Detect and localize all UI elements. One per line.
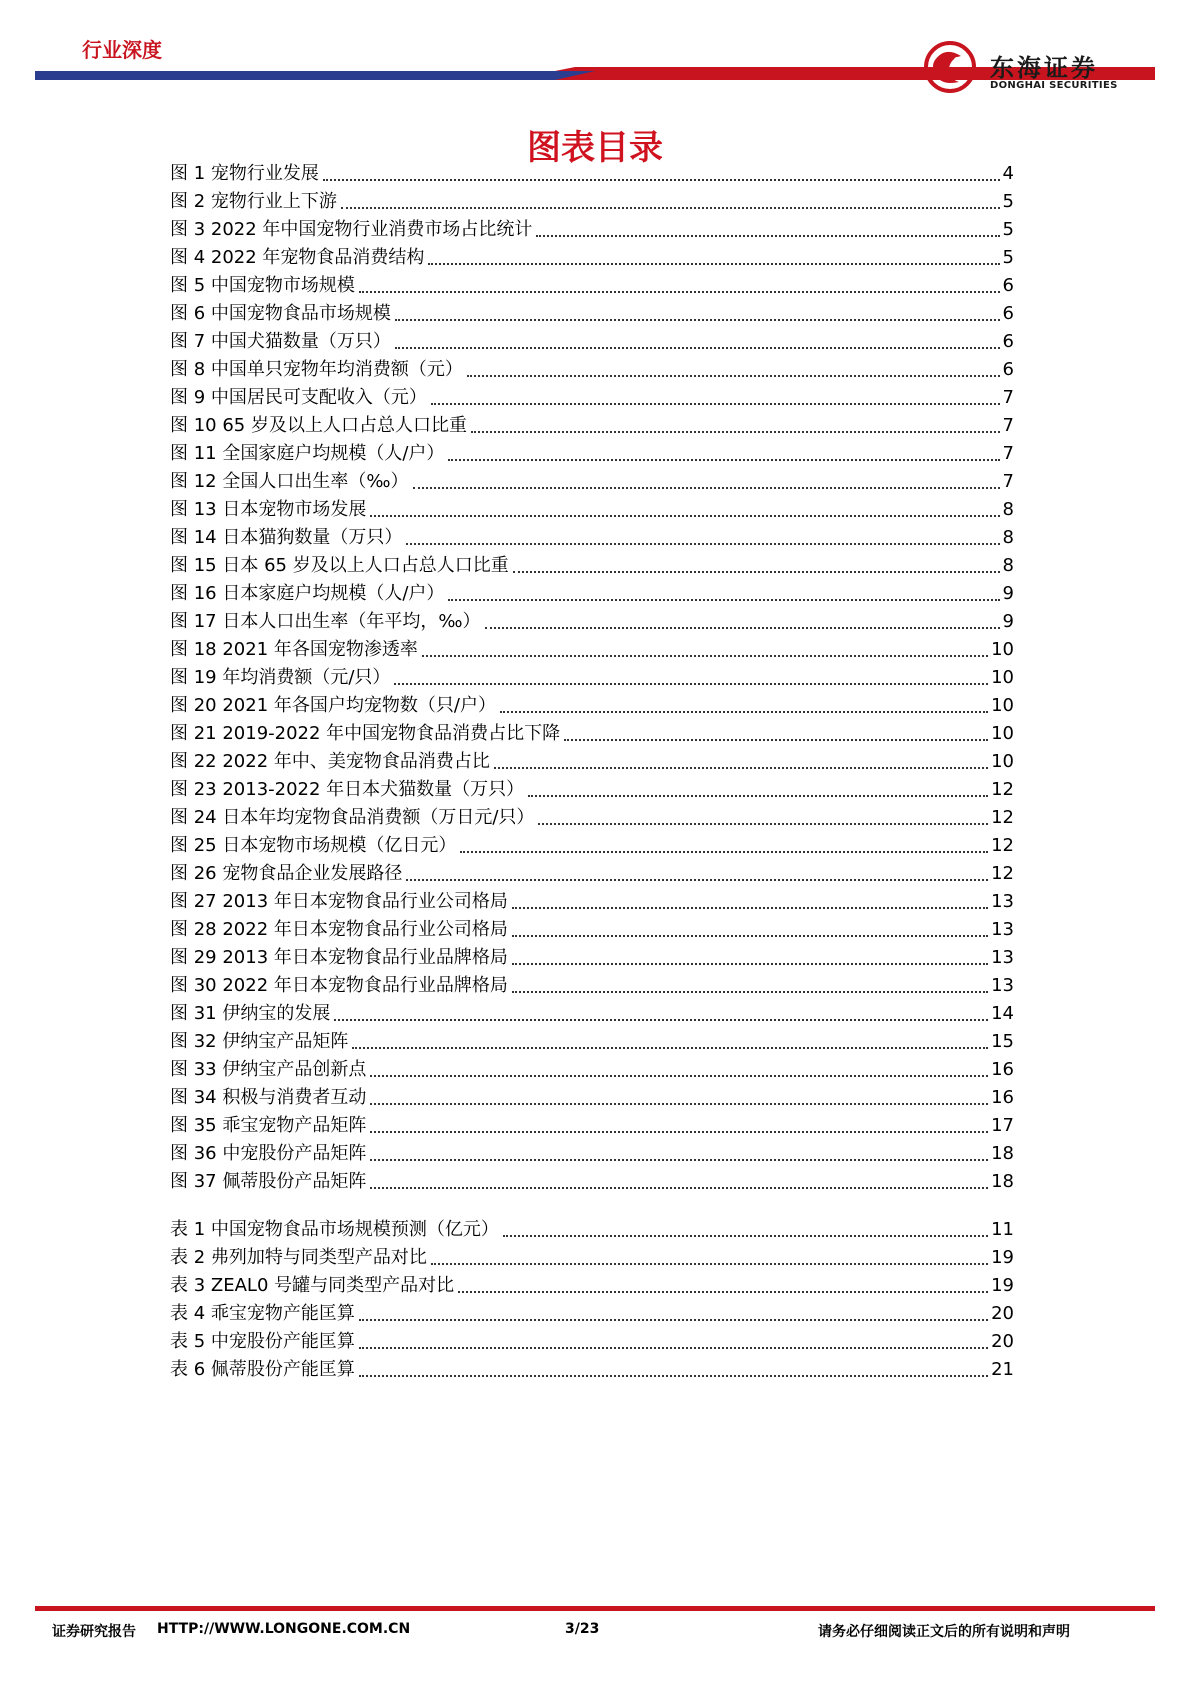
figure-toc-entry[interactable] xyxy=(170,857,1014,885)
toc-entry-page: 8 xyxy=(1002,555,1014,576)
toc-entry-page: 18 xyxy=(991,1171,1014,1192)
toc-leader-dots xyxy=(370,1074,988,1077)
figure-toc-entry[interactable] xyxy=(170,577,1014,605)
table-toc-entry[interactable] xyxy=(170,1353,1014,1381)
brand-name-cn: 东海证券 xyxy=(990,54,1098,82)
figure-toc-entry[interactable] xyxy=(170,1053,1014,1081)
toc-entry-label: 图 22 2022 年中、美宠物食品消费占比 xyxy=(170,751,490,772)
figure-toc-entry[interactable] xyxy=(170,325,1014,353)
toc-entry-page: 7 xyxy=(1002,471,1014,492)
toc-entry-label: 图 7 中国犬猫数量（万只） xyxy=(170,331,391,352)
figure-toc-entry[interactable] xyxy=(170,1137,1014,1165)
toc-entry-page: 11 xyxy=(991,1219,1014,1240)
toc-leader-dots xyxy=(413,486,1000,489)
page-title: 图表目录 xyxy=(527,128,663,168)
toc-leader-dots xyxy=(536,234,999,237)
figure-toc-entry[interactable] xyxy=(170,353,1014,381)
toc-leader-dots xyxy=(359,1318,988,1321)
figure-toc-entry[interactable] xyxy=(170,157,1014,185)
toc-leader-dots xyxy=(471,430,1000,433)
toc-leader-dots xyxy=(538,822,988,825)
toc-entry-label: 图 23 2013-2022 年日本犬猫数量（万只） xyxy=(170,779,525,800)
toc-entry-label: 表 2 弗列加特与同类型产品对比 xyxy=(170,1247,427,1268)
toc-leader-dots xyxy=(460,850,988,853)
toc-leader-dots xyxy=(500,710,988,713)
footer-divider xyxy=(35,1606,1155,1611)
toc-entry-page: 6 xyxy=(1002,303,1014,324)
figure-toc-entry[interactable] xyxy=(170,269,1014,297)
toc-entry-label: 图 24 日本年均宠物食品消费额（万日元/只） xyxy=(170,807,535,828)
figure-toc-entry[interactable] xyxy=(170,661,1014,689)
figure-toc-entry[interactable] xyxy=(170,633,1014,661)
figure-toc-entry[interactable] xyxy=(170,829,1014,857)
figure-toc-entry[interactable] xyxy=(170,745,1014,773)
toc-entry-page: 12 xyxy=(991,863,1014,884)
toc-entry-page: 13 xyxy=(991,919,1014,940)
toc-leader-dots xyxy=(394,682,988,685)
toc-entry-page: 15 xyxy=(991,1031,1014,1052)
donghai-logo-icon xyxy=(915,38,985,96)
toc-entry-label: 图 3 2022 年中国宠物行业消费市场占比统计 xyxy=(170,219,533,240)
section-tag: 行业深度 xyxy=(82,38,162,62)
toc-entry-label: 图 5 中国宠物市场规模 xyxy=(170,275,355,296)
toc-leader-dots xyxy=(395,346,1000,349)
toc-entry-label: 表 5 中宠股份产能匡算 xyxy=(170,1331,355,1352)
toc-entry-label: 表 6 佩蒂股份产能匡算 xyxy=(170,1359,355,1380)
toc-leader-dots xyxy=(428,262,999,265)
toc-entry-label: 图 30 2022 年日本宠物食品行业品牌格局 xyxy=(170,975,508,996)
toc-entry-label: 图 25 日本宠物市场规模（亿日元） xyxy=(170,835,457,856)
figure-toc-entry[interactable] xyxy=(170,1081,1014,1109)
toc-entry-label: 图 35 乖宝宠物产品矩阵 xyxy=(170,1115,367,1136)
figure-toc-entry[interactable] xyxy=(170,297,1014,325)
figure-toc-entry[interactable] xyxy=(170,885,1014,913)
figure-toc-entry[interactable] xyxy=(170,605,1014,633)
toc-entry-label: 图 21 2019-2022 年中国宠物食品消费占比下降 xyxy=(170,723,561,744)
toc-entry-page: 13 xyxy=(991,947,1014,968)
toc-entry-page: 12 xyxy=(991,779,1014,800)
toc-entry-label: 图 2 宠物行业上下游 xyxy=(170,191,337,212)
toc-leader-dots xyxy=(528,794,988,797)
toc-entry-page: 6 xyxy=(1002,331,1014,352)
toc-entry-label: 图 33 伊纳宝产品创新点 xyxy=(170,1059,367,1080)
toc-leader-dots xyxy=(370,1186,988,1189)
toc-entry-label: 图 1 宠物行业发展 xyxy=(170,163,319,184)
toc-entry-label: 图 32 伊纳宝产品矩阵 xyxy=(170,1031,349,1052)
figure-toc-entry[interactable] xyxy=(170,969,1014,997)
toc-entry-label: 图 18 2021 年各国宠物渗透率 xyxy=(170,639,418,660)
footer-report-type: 证券研究报告 xyxy=(52,1624,136,1640)
toc-entry-page: 10 xyxy=(991,751,1014,772)
toc-entry-label: 图 12 全国人口出生率（‰） xyxy=(170,471,409,492)
toc-leader-dots xyxy=(494,766,988,769)
toc-entry-label: 图 29 2013 年日本宠物食品行业品牌格局 xyxy=(170,947,508,968)
toc-entry-page: 7 xyxy=(1002,415,1014,436)
toc-leader-dots xyxy=(359,290,1000,293)
toc-leader-dots xyxy=(512,934,988,937)
toc-entry-page: 13 xyxy=(991,891,1014,912)
toc-leader-dots xyxy=(341,206,1000,209)
toc-entry-page: 5 xyxy=(1002,191,1014,212)
toc-entry-page: 20 xyxy=(991,1303,1014,1324)
toc-entry-page: 10 xyxy=(991,695,1014,716)
toc-entry-page: 9 xyxy=(1002,611,1014,632)
toc-entry-page: 10 xyxy=(991,667,1014,688)
toc-entry-label: 图 4 2022 年宠物食品消费结构 xyxy=(170,247,425,268)
toc-leader-dots xyxy=(564,738,988,741)
figure-toc-entry[interactable] xyxy=(170,689,1014,717)
toc-leader-dots xyxy=(458,1290,988,1293)
figure-toc-entry[interactable] xyxy=(170,997,1014,1025)
figure-toc-entry[interactable] xyxy=(170,381,1014,409)
toc-entry-page: 21 xyxy=(991,1359,1014,1380)
toc-entry-page: 12 xyxy=(991,835,1014,856)
toc-entry-page: 16 xyxy=(991,1059,1014,1080)
toc-entry-page: 8 xyxy=(1002,527,1014,548)
toc-leader-dots xyxy=(448,458,999,461)
figure-toc-entry[interactable] xyxy=(170,213,1014,241)
footer-page-number: 3/23 xyxy=(565,1621,600,1637)
figure-toc-entry[interactable] xyxy=(170,773,1014,801)
figure-toc-entry[interactable] xyxy=(170,437,1014,465)
toc-leader-dots xyxy=(334,1018,988,1021)
figure-toc-entry[interactable] xyxy=(170,801,1014,829)
toc-entry-label: 图 36 中宠股份产品矩阵 xyxy=(170,1143,367,1164)
toc-entry-label: 表 1 中国宠物食品市场规模预测（亿元） xyxy=(170,1219,499,1240)
toc-entry-label: 图 19 年均消费额（元/只） xyxy=(170,667,391,688)
toc-entry-label: 图 14 日本猫狗数量（万只） xyxy=(170,527,403,548)
toc-leader-dots xyxy=(370,514,999,517)
toc-entry-page: 8 xyxy=(1002,499,1014,520)
toc-leader-dots xyxy=(513,570,1000,573)
toc-entry-page: 18 xyxy=(991,1143,1014,1164)
table-toc-entry[interactable] xyxy=(170,1241,1014,1269)
header-divider-bar xyxy=(35,67,1155,80)
figure-toc-entry[interactable] xyxy=(170,1109,1014,1137)
toc-entry-label: 图 11 全国家庭户均规模（人/户） xyxy=(170,443,445,464)
toc-entry-page: 7 xyxy=(1002,443,1014,464)
toc-leader-dots xyxy=(431,1262,988,1265)
toc-leader-dots xyxy=(370,1102,988,1105)
toc-entry-label: 图 34 积极与消费者互动 xyxy=(170,1087,367,1108)
table-toc-entry[interactable] xyxy=(170,1213,1014,1241)
toc-entry-page: 6 xyxy=(1002,359,1014,380)
toc-entry-label: 图 31 伊纳宝的发展 xyxy=(170,1003,331,1024)
toc-entry-label: 表 4 乖宝宠物产能匡算 xyxy=(170,1303,355,1324)
figure-toc-entry[interactable] xyxy=(170,941,1014,969)
figure-toc-entry[interactable] xyxy=(170,185,1014,213)
figure-toc-entry[interactable] xyxy=(170,409,1014,437)
toc-leader-dots xyxy=(406,542,999,545)
footer-website-link[interactable]: HTTP://WWW.LONGONE.COM.CN xyxy=(157,1621,411,1637)
figure-toc-entry[interactable] xyxy=(170,521,1014,549)
toc-entry-label: 图 15 日本 65 岁及以上人口占总人口比重 xyxy=(170,555,509,576)
figure-toc-entry[interactable] xyxy=(170,1025,1014,1053)
toc-leader-dots xyxy=(359,1346,988,1349)
toc-entry-page: 16 xyxy=(991,1087,1014,1108)
toc-entry-label: 图 6 中国宠物食品市场规模 xyxy=(170,303,391,324)
figure-toc-entry[interactable] xyxy=(170,465,1014,493)
toc-entry-label: 图 13 日本宠物市场发展 xyxy=(170,499,367,520)
toc-leader-dots xyxy=(352,1046,988,1049)
figure-toc-entry[interactable] xyxy=(170,1165,1014,1193)
toc-entry-label: 图 17 日本人口出生率（年平均，‰） xyxy=(170,611,481,632)
brand-name-en: DONGHAI SECURITIES xyxy=(990,80,1118,91)
toc-entry-label: 图 9 中国居民可支配收入（元） xyxy=(170,387,427,408)
toc-entry-page: 10 xyxy=(991,639,1014,660)
toc-leader-dots xyxy=(370,1130,988,1133)
toc-entry-page: 5 xyxy=(1002,247,1014,268)
toc-entry-page: 6 xyxy=(1002,275,1014,296)
toc-entry-page: 20 xyxy=(991,1331,1014,1352)
toc-entry-page: 17 xyxy=(991,1115,1014,1136)
figure-toc-entry[interactable] xyxy=(170,717,1014,745)
toc-leader-dots xyxy=(485,626,1000,629)
toc-leader-dots xyxy=(512,990,988,993)
toc-entry-page: 10 xyxy=(991,723,1014,744)
table-toc-entry[interactable] xyxy=(170,1297,1014,1325)
toc-leader-dots xyxy=(503,1234,988,1237)
toc-entry-label: 图 26 宠物食品企业发展路径 xyxy=(170,863,403,884)
toc-leader-dots xyxy=(370,1158,988,1161)
figure-toc-entry[interactable] xyxy=(170,241,1014,269)
toc-entry-page: 14 xyxy=(991,1003,1014,1024)
toc-entry-label: 图 10 65 岁及以上人口占总人口比重 xyxy=(170,415,467,436)
figure-toc-entry[interactable] xyxy=(170,549,1014,577)
toc-entry-label: 图 8 中国单只宠物年均消费额（元） xyxy=(170,359,463,380)
toc-entry-label: 图 28 2022 年日本宠物食品行业公司格局 xyxy=(170,919,508,940)
table-toc-entry[interactable] xyxy=(170,1269,1014,1297)
toc-entry-label: 表 3 ZEAL0 号罐与同类型产品对比 xyxy=(170,1275,455,1296)
toc-entry-label: 图 16 日本家庭户均规模（人/户） xyxy=(170,583,445,604)
toc-entry-page: 7 xyxy=(1002,387,1014,408)
toc-leader-dots xyxy=(512,962,988,965)
toc-entry-page: 5 xyxy=(1002,219,1014,240)
table-toc-entry[interactable] xyxy=(170,1325,1014,1353)
toc-entry-label: 图 27 2013 年日本宠物食品行业公司格局 xyxy=(170,891,508,912)
toc-leader-dots xyxy=(323,178,1000,181)
toc-entry-label: 图 20 2021 年各国户均宠物数（只/户） xyxy=(170,695,496,716)
toc-entry-page: 19 xyxy=(991,1247,1014,1268)
toc-entry-page: 13 xyxy=(991,975,1014,996)
toc-entry-label: 图 37 佩蒂股份产品矩阵 xyxy=(170,1171,367,1192)
toc-leader-dots xyxy=(422,654,988,657)
toc-entry-page: 4 xyxy=(1002,163,1014,184)
toc-leader-dots xyxy=(359,1374,988,1377)
toc-entry-page: 9 xyxy=(1002,583,1014,604)
toc-entry-page: 12 xyxy=(991,807,1014,828)
toc-leader-dots xyxy=(512,906,988,909)
toc-entry-page: 19 xyxy=(991,1275,1014,1296)
toc-leader-dots xyxy=(431,402,1000,405)
toc-leader-dots xyxy=(395,318,1000,321)
figure-toc-entry[interactable] xyxy=(170,913,1014,941)
footer-disclaimer: 请务必仔细阅读正文后的所有说明和声明 xyxy=(818,1624,1070,1640)
figure-toc-entry[interactable] xyxy=(170,493,1014,521)
toc-leader-dots xyxy=(467,374,1000,377)
toc-leader-dots xyxy=(448,598,999,601)
toc-leader-dots xyxy=(406,878,988,881)
